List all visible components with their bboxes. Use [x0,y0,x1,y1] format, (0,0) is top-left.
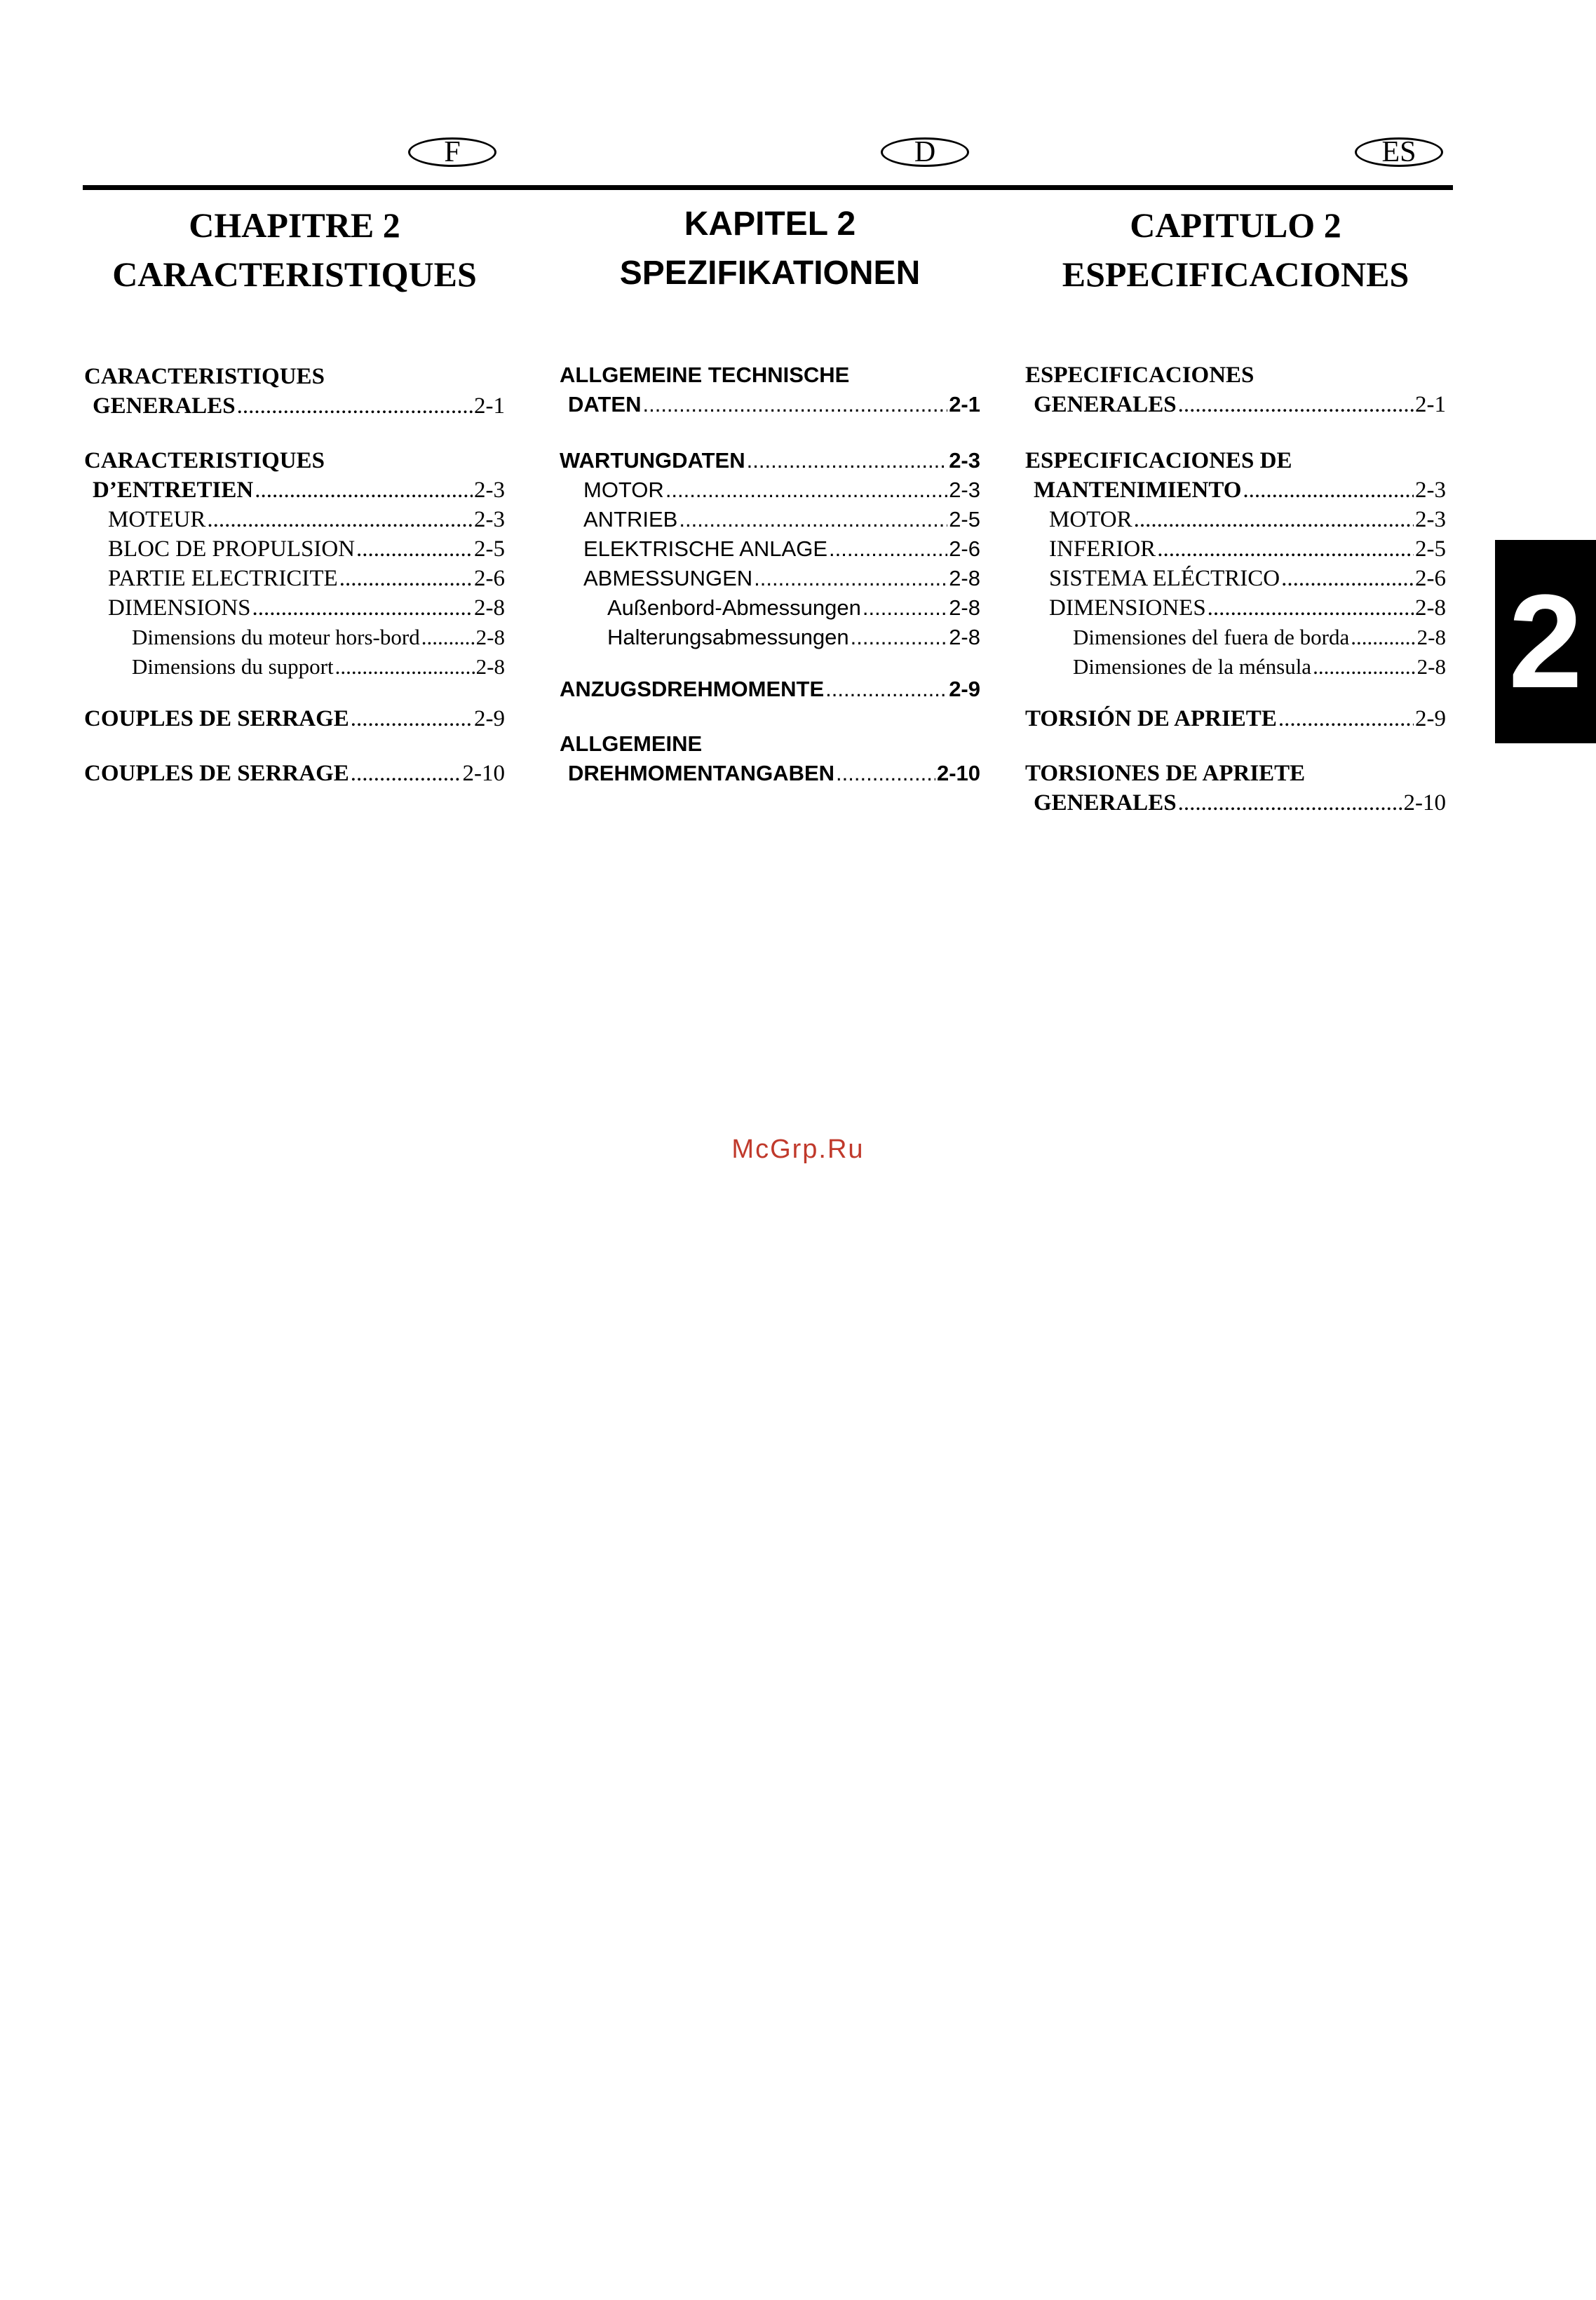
toc-entry[interactable]: ABMESSUNGEN ..... 2-8 [560,564,980,593]
toc-entry[interactable]: DATEN ..... 2-1 [560,390,980,419]
toc-entry[interactable]: CARACTERISTIQUES [84,448,325,473]
toc-entry[interactable]: ANZUGSDREHMOMENTE ..... 2-9 [560,675,980,704]
toc-entry[interactable]: Dimensions du moteur hors-bord ..... 2-8 [84,623,505,652]
toc-entry[interactable]: ALLGEMEINE TECHNISCHE [560,363,850,387]
toc-entry[interactable]: ALLGEMEINE [560,731,703,756]
toc-entry[interactable]: BLOC DE PROPULSION ..... 2-5 [84,534,505,564]
toc-entry[interactable]: Dimensiones de la ménsula ..... 2-8 [1025,652,1446,682]
toc-entry[interactable]: DREHMOMENTANGABEN ..... 2-10 [560,759,980,788]
toc-entry[interactable]: GENERALES ..... 2-10 [1025,788,1446,818]
toc-entry[interactable]: MOTOR ..... 2-3 [560,475,980,505]
chapter-tab: 2 [1495,540,1596,743]
toc-entry[interactable]: ANTRIEB ..... 2-5 [560,505,980,534]
toc-entry[interactable]: WARTUNGDATEN ..... 2-3 [560,446,980,475]
toc-entry[interactable]: Halterungsabmessungen ..... 2-8 [560,623,980,652]
chapter-heading: KAPITEL 2 [684,205,856,243]
toc-entry[interactable]: Außenbord-Abmessungen ..... 2-8 [560,593,980,623]
toc-entry[interactable]: SISTEMA ELÉCTRICO ..... 2-6 [1025,564,1446,593]
toc-entry[interactable]: INFERIOR ..... 2-5 [1025,534,1446,564]
toc-entry[interactable]: CARACTERISTIQUES [84,364,325,389]
language-badge-french: F [408,137,496,167]
toc-entry[interactable]: GENERALES ..... 2-1 [1025,390,1446,419]
toc-entry[interactable]: Dimensions du support ..... 2-8 [84,652,505,682]
chapter-heading: CHAPITRE 2 [189,205,400,245]
toc-entry[interactable]: DIMENSIONS ..... 2-8 [84,593,505,623]
toc-entry[interactable]: TORSIONES DE APRIETE [1025,761,1306,786]
toc-entry[interactable]: ESPECIFICACIONES [1025,363,1255,388]
toc-entry[interactable]: ESPECIFICACIONES DE [1025,448,1292,473]
toc-entry[interactable]: TORSIÓN DE APRIETE ..... 2-9 [1025,704,1446,733]
toc-entry[interactable]: COUPLES DE SERRAGE ..... 2-10 [84,759,505,788]
toc-entry[interactable]: GENERALES ..... 2-1 [84,391,505,421]
toc-entry[interactable]: ELEKTRISCHE ANLAGE ..... 2-6 [560,534,980,564]
toc-entry[interactable]: Dimensiones del fuera de borda ..... 2-8 [1025,623,1446,652]
language-badge-spanish: ES [1355,137,1443,167]
chapter-title: SPEZIFIKATIONEN [619,255,921,292]
toc-entry[interactable]: PARTIE ELECTRICITE ..... 2-6 [84,564,505,593]
header-rule [83,185,1453,190]
toc-entry[interactable]: COUPLES DE SERRAGE ..... 2-9 [84,704,505,733]
toc-entry[interactable]: MOTEUR ..... 2-3 [84,505,505,534]
toc-entry[interactable]: MOTOR ..... 2-3 [1025,505,1446,534]
chapter-title: CARACTERISTIQUES [112,255,477,294]
chapter-heading: CAPITULO 2 [1130,205,1341,245]
toc-entry[interactable]: DIMENSIONES ..... 2-8 [1025,593,1446,623]
language-badge-german: D [881,137,969,167]
toc-entry[interactable]: MANTENIMIENTO ..... 2-3 [1025,475,1446,505]
chapter-title: ESPECIFICACIONES [1062,255,1409,294]
toc-entry[interactable]: D’ENTRETIEN ..... 2-3 [84,475,505,505]
watermark: McGrp.Ru [731,1135,865,1164]
